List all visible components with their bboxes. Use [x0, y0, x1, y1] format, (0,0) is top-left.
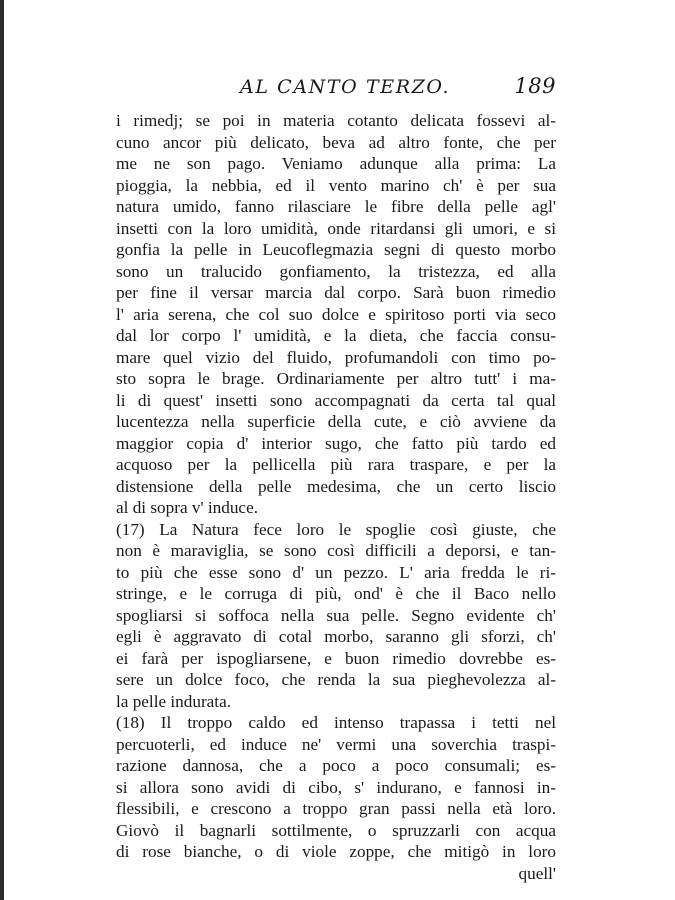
text-line: per fine il versar marcia dal corpo. Sarà buon rimedio — [116, 283, 556, 302]
paragraph-end-line: la pelle indurata. — [116, 691, 232, 711]
text-line: non è maraviglia, se sono così difficili a deporsi, e tan- — [116, 541, 556, 560]
text-line: pioggia, la nebbia, ed il vento marino ch' è per sua — [116, 175, 556, 195]
text-line: egli è aggravato di cotal morbo, saranno gli sforzi, ch' — [116, 627, 556, 646]
text-line: insetti con la loro umidità, onde ritardansi gli umori, e si — [116, 218, 556, 238]
text-line: percuoterli, ed induce ne' vermi una soverchia traspi- — [116, 734, 556, 754]
text-line: si allora sono avidi di cibo, s' indurano, e fannosi in- — [116, 777, 556, 797]
text-line: razione dannosa, che a poco a poco consumali; es- — [116, 756, 556, 775]
text-line: natura umido, fanno rilasciare le fibre della pelle agl' — [116, 197, 556, 216]
text-line: sto sopra le brage. Ordinariamente per altro tutt' i ma- — [116, 369, 556, 388]
text-line: spogliarsi si soffoca nella sua pelle. Segno evidente ch' — [116, 605, 556, 625]
text-line: me ne son pago. Veniamo adunque alla prima: La — [116, 154, 556, 173]
note-18-line: (18) Il troppo caldo ed intenso trapassa i tetti nel — [116, 713, 556, 732]
catchword: quell' — [518, 863, 556, 883]
text-line: flessibili, e crescono a troppo gran passi nella età loro. — [116, 799, 556, 818]
running-title: AL CANTO TERZO. — [240, 76, 451, 98]
text-line: i rimedj; se poi in materia cotanto delicata fossevi al- — [116, 111, 556, 130]
text-line: ei farà per ispogliarsene, e buon rimedio dovrebbe es- — [116, 648, 556, 668]
text-line: li di quest' insetti sono accompagnati da certa tal qual — [116, 390, 556, 410]
book-page — [116, 72, 556, 884]
text-line: mare quel vizio del fluido, profumandoli con timo po- — [116, 347, 556, 367]
text-line: di rose bianche, o di viole zoppe, che mitigò in loro — [116, 842, 556, 861]
text-line: stringe, e le corruga di più, ond' è che il Baco nello — [116, 584, 556, 603]
text-line: cuno ancor più delicato, beva ad altro fonte, che per — [116, 132, 556, 152]
running-head — [116, 72, 556, 110]
text-line: dal lor corpo l' umidità, e la dieta, che faccia consu- — [116, 326, 556, 345]
text-line: l' aria serena, che col suo dolce e spiritoso porti via seco — [116, 304, 556, 324]
body-text — [116, 110, 556, 884]
text-line: gonfia la pelle in Leucoflegmazia segni di questo morbo — [116, 240, 556, 259]
text-line: Giovò il bagnarli sottilmente, o spruzzarli con acqua — [116, 820, 556, 840]
page-left-edge — [0, 0, 4, 900]
text-line: sere un dolce foco, che renda la sua pieghevolezza al- — [116, 670, 556, 689]
note-17-line: (17) La Natura fece loro le spoglie così giuste, che — [116, 519, 556, 539]
page-number: 189 — [514, 74, 556, 98]
text-line: distensione della pelle medesima, che un certo liscio — [116, 476, 556, 496]
text-line: acquoso per la pellicella più rara traspare, e per la — [116, 455, 556, 474]
text-line: maggior copia d' interior sugo, che fatto più tardo ed — [116, 433, 556, 453]
text-line: lucentezza nella superficie della cute, e ciò avviene da — [116, 412, 556, 431]
text-line: sono un tralucido gonfiamento, la tristezza, ed alla — [116, 261, 556, 281]
text-line: to più che esse sono d' un pezzo. L' aria fredda le ri- — [116, 562, 556, 582]
paragraph-end-line: al di sopra v' induce. — [116, 498, 258, 517]
